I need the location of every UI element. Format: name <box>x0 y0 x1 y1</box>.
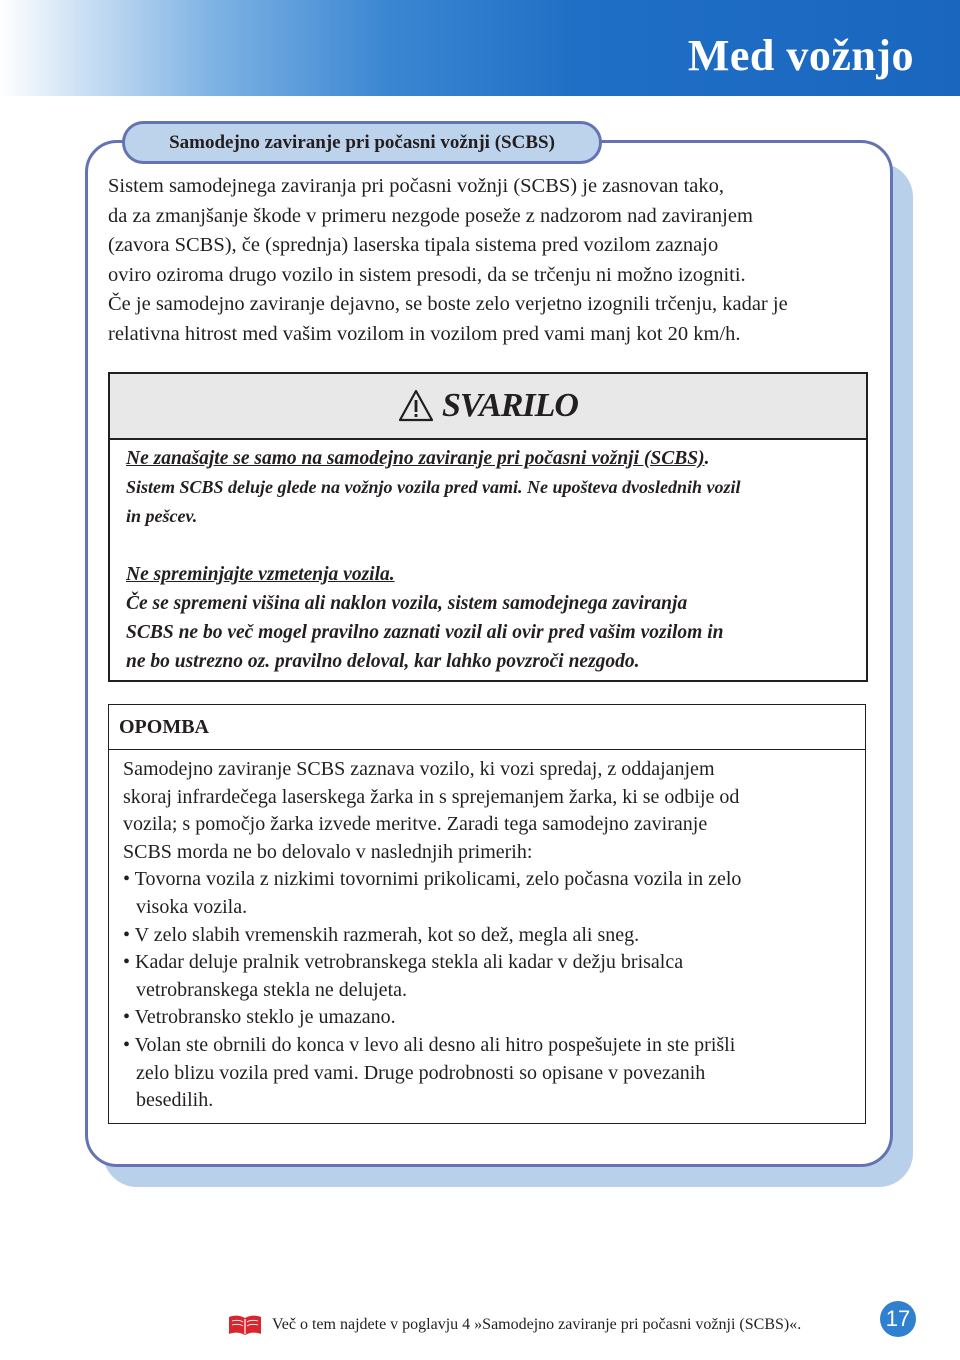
warning-heading-1-text: Ne zanašajte se samo na samodejno zaviranje pri počasni vožnji (SCBS) <box>126 448 705 469</box>
warning-title: SVARILO <box>442 387 578 424</box>
note-line: Samodejno zaviranje SCBS zaznava vozilo, ki vozi spredaj, z oddajanjem <box>123 758 715 780</box>
intro-line: Če je samodejno zaviranje dejavno, se boste zelo verjetno izognili trčenju, kadar je <box>108 293 788 315</box>
warning-text-line: SCBS ne bo več mogel pravilno zaznati vozil ali ovir pred vašim vozilom in <box>126 622 724 643</box>
note-line: zelo blizu vozila pred vami. Druge podrobnosti so opisane v povezanih <box>136 1061 706 1084</box>
warning-text-line: Če se spremeni višina ali naklon vozila, sistem samodejnega zaviranja <box>126 593 688 614</box>
note-line: vetrobranskega stekla ne delujeta. <box>136 978 407 1001</box>
warning-text-line: in pešcev. <box>126 506 198 526</box>
note-line: SCBS morda ne bo delovalo v naslednjih primerih: <box>123 840 533 863</box>
warning-triangle-icon <box>398 389 434 423</box>
warning-heading-1 <box>126 444 866 473</box>
section-tab: Samodejno zaviranje pri počasni vožnji (SCBS) <box>122 121 602 164</box>
note-line: skoraj infrardečega laserskega žarka in s sprejemanjem žarka, ki se odbije od <box>123 785 740 808</box>
book-icon <box>228 1314 262 1336</box>
intro-line: da za zmanjšanje škode v primeru nezgode poseže z nadzorom nad zaviranjem <box>108 204 753 227</box>
note-line: • Tovorna vozila z nizkimi tovornimi prikolicami, zelo počasna vozila in zelo <box>123 868 742 891</box>
note-title: OPOMBA <box>109 705 865 750</box>
warning-heading-1-end: . <box>704 448 710 469</box>
warning-header <box>110 374 866 440</box>
page-number-badge: 17 <box>880 1301 916 1337</box>
intro-line: (zavora SCBS), če (sprednja) laserska tipala sistema pred vozilom zaznajo <box>108 234 719 256</box>
page-title: Med vožnjo <box>687 31 914 80</box>
warning-heading-2: Ne spreminjajte vzmetenja vozila. <box>126 564 395 585</box>
note-line: visoka vozila. <box>136 895 248 918</box>
header-bar <box>0 0 960 96</box>
warning-text-line: Sistem SCBS deluje glede na vožnjo vozila pred vami. Ne upošteva dvoslednih vozil <box>126 477 741 497</box>
note-line: • Vetrobransko steklo je umazano. <box>123 1006 396 1029</box>
warning-text-line: ne bo ustrezno oz. pravilno deloval, kar lahko povzroči nezgodo. <box>126 651 640 672</box>
warning-spacer <box>126 531 866 560</box>
intro-paragraph <box>108 172 880 349</box>
note-line: besedilih. <box>136 1089 214 1112</box>
note-line: • V zelo slabih vremenskih razmerah, kot so dež, megla ali sneg. <box>123 923 640 946</box>
footer-reference <box>228 1311 801 1339</box>
note-body <box>109 750 865 1115</box>
warning-body <box>110 440 866 676</box>
intro-line: oviro oziroma drugo vozilo in sistem presodi, da se trčenju ni možno izogniti. <box>108 263 746 286</box>
intro-line: relativna hitrost med vašim vozilom in vozilom pred vami manj kot 20 km/h. <box>108 322 741 345</box>
note-line: • Kadar deluje pralnik vetrobranskega stekla ali kadar v dežju brisalca <box>123 951 684 974</box>
note-box <box>108 704 866 1124</box>
note-line: vozila; s pomočjo žarka izvede meritve. Zaradi tega samodejno zaviranje <box>123 813 708 836</box>
warning-box <box>108 372 868 682</box>
note-line: • Volan ste obrnili do konca v levo ali desno ali hitro pospešujete in ste prišli <box>123 1033 736 1056</box>
intro-line: Sistem samodejnega zaviranja pri počasni vožnji (SCBS) je zasnovan tako, <box>108 175 724 197</box>
footer-reference-text: Več o tem najdete v poglavju 4 »Samodejno zaviranje pri počasni vožnji (SCBS)«. <box>272 1316 802 1333</box>
